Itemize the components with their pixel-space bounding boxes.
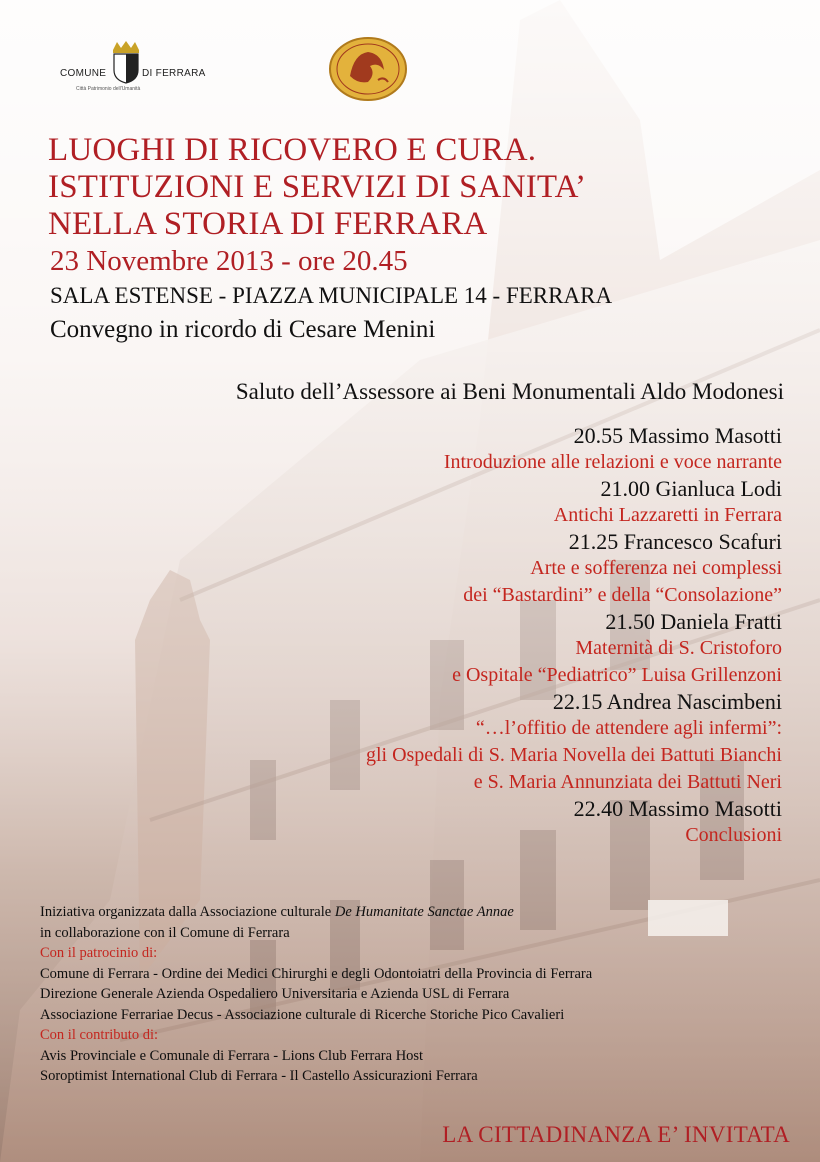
speaker-time: 21.50 Daniela Fratti xyxy=(605,609,782,634)
talk-title: Maternità di S. Cristoforo xyxy=(575,637,782,659)
program-item xyxy=(82,423,782,476)
talk-title: e S. Maria Annunziata dei Battuti Neri xyxy=(473,771,782,793)
patronage-line: Comune di Ferrara - Ordine dei Medici Chirurghi e degli Odontoiatri della Provincia di Ferrara xyxy=(40,965,593,982)
comune-label: COMUNE xyxy=(60,68,107,79)
event-date: 23 Novembre 2013 - ore 20.45 xyxy=(50,245,408,277)
opening-greeting: Saluto dell’Assessore ai Beni Monumentali Aldo Modonesi xyxy=(235,379,784,404)
speaker-time: 21.25 Francesco Scafuri xyxy=(568,529,782,554)
program-item xyxy=(82,529,782,609)
credits-block xyxy=(40,902,592,1087)
program-item xyxy=(82,476,782,529)
speaker-time: 20.55 Massimo Masotti xyxy=(573,423,782,448)
talk-title: e Ospitale “Pediatrico” Luisa Grillenzoni xyxy=(452,664,782,686)
talk-title: Arte e sofferenza nei complessi xyxy=(530,557,782,579)
talk-title: dei “Bastardini” e della “Consolazione” xyxy=(463,584,782,606)
public-invitation: LA CITTADINANZA E’ INVITATA xyxy=(442,1122,790,1147)
organized-prefix: Iniziativa organizzata dalla Associazione culturale xyxy=(40,904,335,920)
program-schedule xyxy=(82,423,782,849)
event-title xyxy=(48,132,586,243)
comune-di-ferrara-logo xyxy=(60,38,206,98)
talk-title: gli Ospedali di S. Maria Novella dei Battuti Bianchi xyxy=(365,744,782,766)
organizer-name: De Humanitate Sanctae Annae xyxy=(334,904,514,920)
comune-subtitle: Città Patrimonio dell'Umanità xyxy=(76,86,141,92)
talk-title: Introduzione alle relazioni e voce narrante xyxy=(443,451,782,473)
title-line: ISTITUZIONI E SERVIZI DI SANITA’ xyxy=(48,169,587,205)
title-line: LUOGHI DI RICOVERO E CURA. xyxy=(48,132,537,168)
contribution-line: Avis Provinciale e Comunale di Ferrara - Lions Club Ferrara Host xyxy=(40,1047,424,1064)
memorial-subtitle: Convegno in ricordo di Cesare Menini xyxy=(50,316,436,343)
patronage-line: Direzione Generale Azienda Ospedaliero Universitaria e Azienda USL di Ferrara xyxy=(40,986,510,1002)
talk-title: Antichi Lazzaretti in Ferrara xyxy=(553,504,782,526)
title-line: NELLA STORIA DI FERRARA xyxy=(48,206,488,242)
collaboration-line: in collaborazione con il Comune di Ferrara xyxy=(40,924,290,941)
program-item xyxy=(82,796,782,849)
contribution-heading: Con il contributo di: xyxy=(40,1027,159,1043)
event-venue: SALA ESTENSE - PIAZZA MUNICIPALE 14 - FERRARA xyxy=(50,283,613,308)
crown-shield-icon xyxy=(107,40,145,84)
organized-by xyxy=(40,902,592,923)
patronage-heading: Con il patrocinio di: xyxy=(40,945,158,961)
speaker-time: 21.00 Gianluca Lodi xyxy=(600,476,782,501)
di-ferrara-label: DI FERRARA xyxy=(142,68,206,79)
patronage-line: Associazione Ferrariae Decus - Associazione culturale di Ricerche Storiche Pico Cavalieri xyxy=(40,1006,565,1023)
contribution-line: Soroptimist International Club di Ferrara - Il Castello Assicurazioni Ferrara xyxy=(40,1068,478,1084)
talk-title: “…l’offitio de attendere agli infermi”: xyxy=(475,717,782,739)
program-item xyxy=(82,689,782,796)
speaker-time: 22.15 Andrea Nascimbeni xyxy=(552,689,782,714)
speaker-time: 22.40 Massimo Masotti xyxy=(573,796,782,821)
program-item xyxy=(82,609,782,689)
association-seal-icon xyxy=(328,36,408,102)
talk-title: Conclusioni xyxy=(685,824,782,846)
